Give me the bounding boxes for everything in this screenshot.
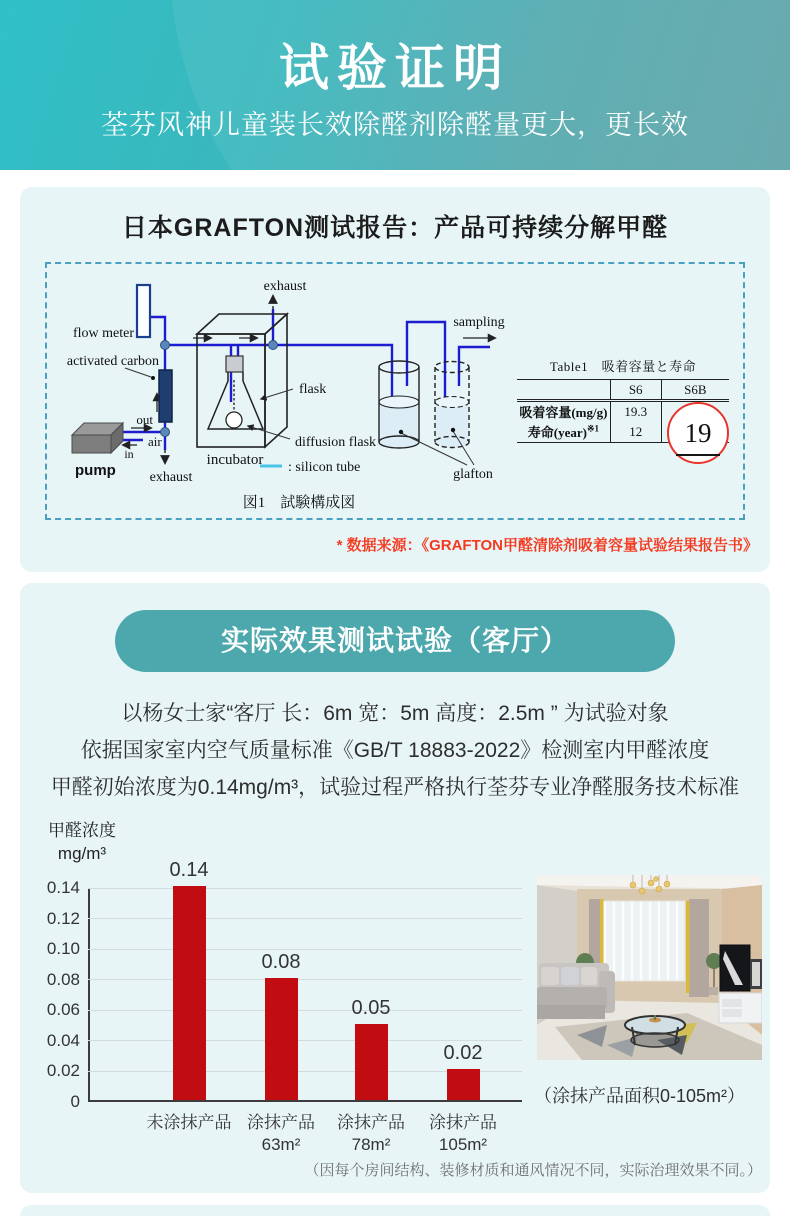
y-tick-label: 0.04	[46, 1030, 80, 1050]
test-apparatus-figure	[45, 262, 745, 520]
table-col-s6: S6	[610, 380, 661, 401]
carbon-pointer	[125, 368, 151, 377]
flow-meter-device	[137, 285, 150, 337]
bar-涂抹产品78m²	[355, 1024, 388, 1100]
label-exhaust-bottom: exhaust	[149, 470, 193, 485]
carbon-pointer-dot	[151, 376, 155, 380]
chart-baseline	[88, 1100, 522, 1102]
bar-涂抹产品105m²	[447, 1069, 480, 1100]
capacity-table-title: Table1 吸着容量と寿命	[549, 359, 697, 374]
highlighted-value: 19	[684, 417, 712, 448]
grafton-report-card	[20, 187, 770, 572]
label-in: in	[124, 447, 134, 461]
bar-value-label: 0.02	[443, 1042, 483, 1065]
report-card-title: 日本GRAFTON测试报告：产品可持续分解甲醛	[121, 214, 669, 242]
chart-gridline	[88, 888, 522, 889]
flask-stopper	[226, 356, 243, 372]
chart-plot	[46, 859, 522, 1154]
chart-y-axis-line	[88, 888, 90, 1102]
y-tick-label: 0.10	[46, 939, 80, 959]
x-category-label: 涂抹产品 105m²	[429, 1113, 497, 1154]
pump-device	[72, 423, 123, 453]
table-row-capacity-label: 吸着容量(mg/g)	[517, 401, 610, 422]
bar-value-label: 0.05	[351, 996, 391, 1019]
chart-gridline	[88, 949, 522, 950]
table-rule-through-circle	[676, 454, 720, 456]
x-category-label: 未涂抹产品	[146, 1113, 232, 1132]
y-tick-label: 0.06	[46, 1000, 80, 1020]
glafton-cylinder-1	[379, 361, 419, 448]
label-diffusion-flask: diffusion flask	[295, 435, 377, 450]
disclaimer-note: （因每个房间结构、装修材质和通风情况不同，实际治理效果不同。）	[304, 1162, 762, 1179]
y-tick-label: 0.14	[46, 878, 80, 897]
glafton-dot-2	[451, 428, 455, 432]
diffusion-flask-bulb	[226, 412, 242, 428]
living-room-photo	[537, 875, 762, 1060]
next-card-top-edge	[20, 1205, 770, 1216]
test-description	[20, 695, 770, 806]
table-col-s6b: S6B	[661, 380, 729, 401]
diffusion-pointer	[248, 426, 290, 439]
effect-test-card	[20, 583, 770, 1193]
y-tick-label: 0.02	[46, 1061, 80, 1081]
chart-gridline	[88, 979, 522, 980]
label-silicon-tube: : silicon tube	[288, 460, 361, 475]
capacity-table	[517, 356, 729, 448]
test-description-line3: 甲醛初始浓度为0.14mg/m³，试验过程严格执行荃芬专业净醛服务技术标准	[50, 776, 740, 799]
header-banner	[0, 0, 790, 170]
y-tick-label: 0.12	[46, 908, 80, 928]
label-out: out	[136, 412, 153, 427]
activated-carbon-column	[159, 370, 172, 422]
y-unit-line2: mg/m³	[57, 844, 107, 863]
table-row-life-label: 寿命(year)$^{※1}$	[517, 422, 610, 443]
chart-gridline	[88, 1010, 522, 1011]
bar-涂抹产品63m²	[265, 978, 298, 1100]
label-glafton: glafton	[453, 467, 493, 482]
table-col-blank	[517, 380, 610, 401]
label-pump: pump	[75, 462, 116, 479]
x-category-label: 涂抹产品 78m²	[337, 1113, 405, 1154]
bar-未涂抹产品	[173, 886, 206, 1100]
exhaust-arrows	[165, 296, 273, 463]
page-title: 试验证明	[279, 40, 511, 96]
chart-y-axis-unit	[34, 819, 130, 865]
bar-value-label: 0.08	[261, 950, 301, 973]
data-source-note: * 数据来源：《GRAFTON甲醛清除剂吸着容量试验结果报告书》	[336, 537, 758, 554]
page-subtitle: 荃芬风神儿童装长效除醛剂除醛量更大，更长效	[101, 110, 689, 140]
label-sampling: sampling	[453, 315, 505, 330]
label-incubator: incubator	[206, 452, 264, 468]
label-flow-meter: flow meter	[72, 326, 134, 341]
test-description-line1: 以杨女士家“客厅 长：6m 宽：5m 高度：2.5m ” 为试验对象	[121, 702, 669, 725]
highlighted-value-circle	[667, 402, 729, 464]
bar-value-label: 0.14	[169, 859, 209, 881]
figure-caption: 図1 試験構成図	[242, 495, 356, 511]
coverage-area-note: （涂抹产品面积0-105m²）	[534, 1086, 746, 1106]
effect-test-pill-title: 实际效果测试试验（客厅）	[115, 610, 675, 672]
label-exhaust-top: exhaust	[263, 279, 307, 294]
glafton-cylinder-2	[435, 362, 469, 448]
table-row-capacity-s6: 19.3	[610, 401, 661, 422]
y-tick-label: 0.08	[46, 969, 80, 989]
glafton-dot-1	[399, 430, 403, 434]
chart-gridline	[88, 918, 522, 919]
label-flask: flask	[299, 382, 327, 397]
y-unit-line1: 甲醛浓度	[48, 821, 116, 840]
label-air: air	[148, 434, 162, 449]
x-category-label: 涂抹产品 63m²	[247, 1113, 315, 1154]
label-activated-carbon: activated carbon	[66, 354, 159, 369]
chart-gridline	[88, 1040, 522, 1041]
test-description-line2: 依据国家室内空气质量标准《GB/T 18883-2022》检测室内甲醛浓度	[80, 739, 710, 762]
table-row-life-s6: 12	[610, 422, 661, 443]
y-tick-label: 0	[70, 1092, 80, 1111]
